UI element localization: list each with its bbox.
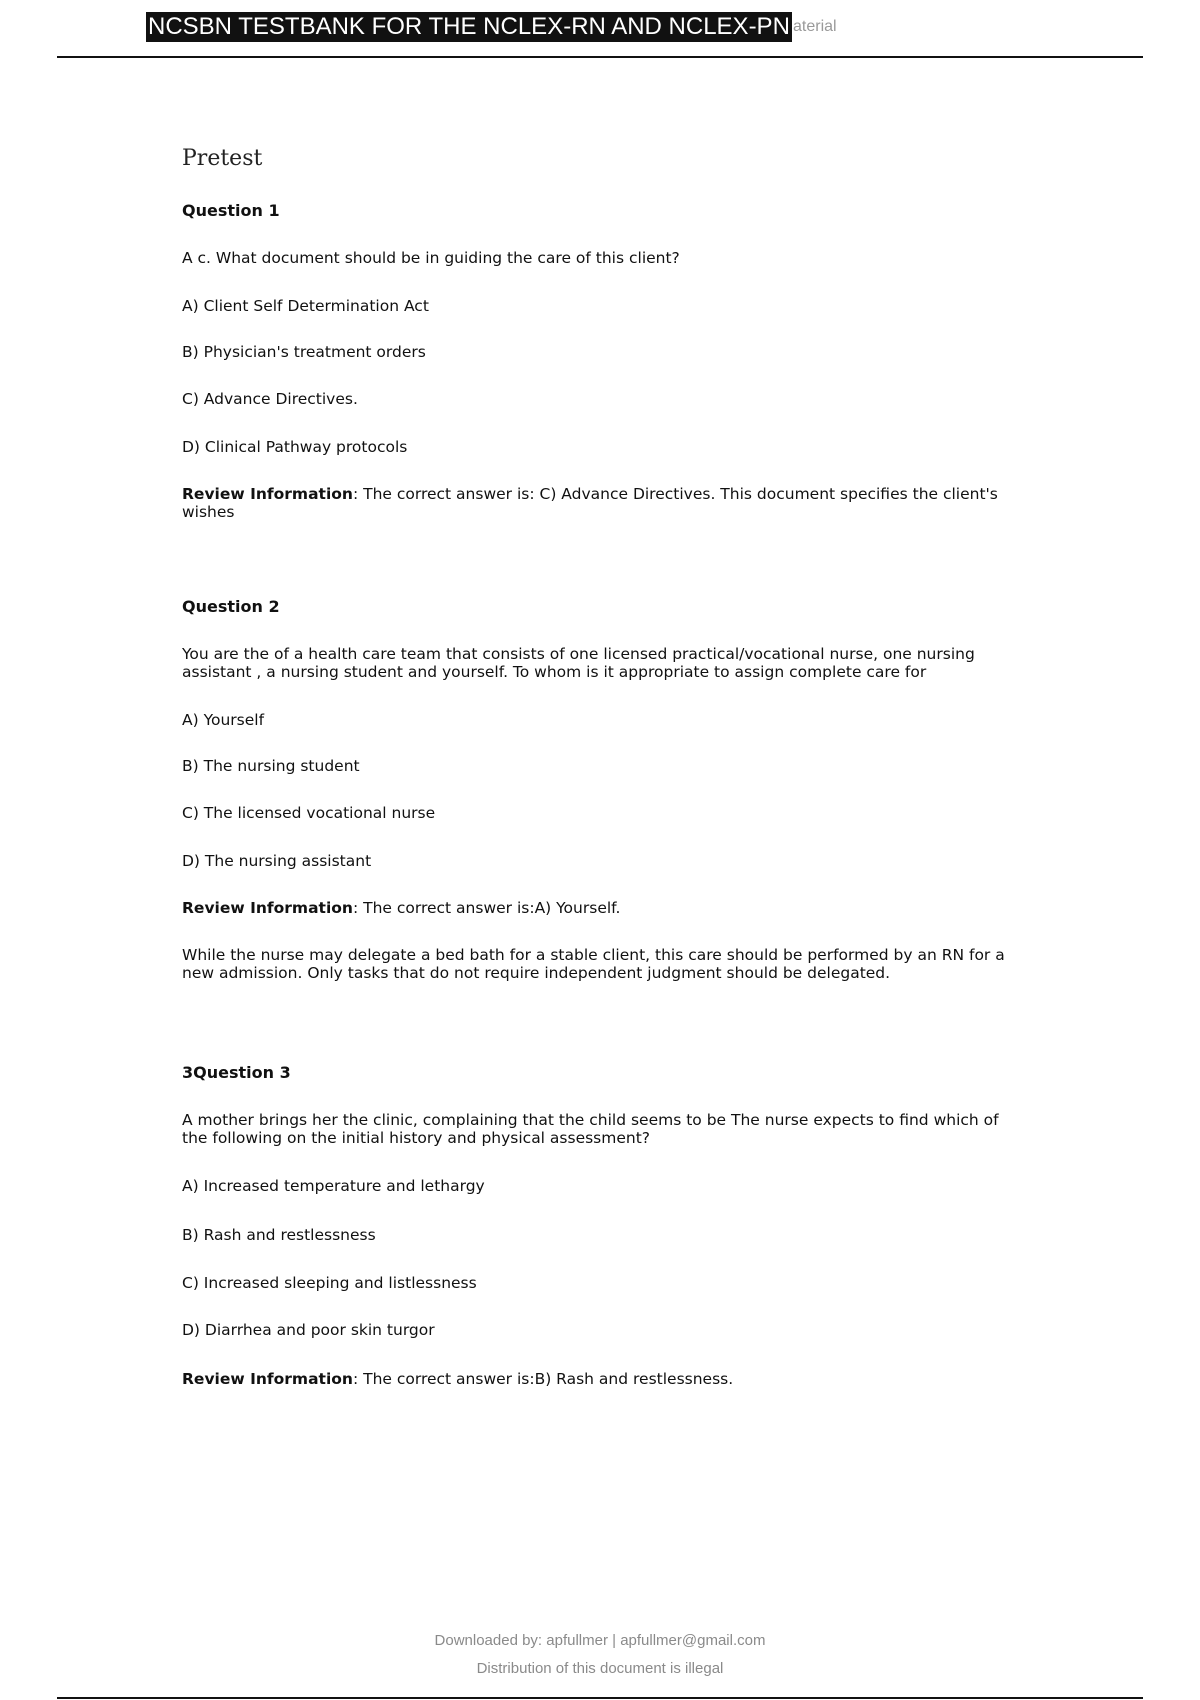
answer-option: B) Rash and restlessness	[182, 1226, 376, 1244]
review-text-continued: wishes	[182, 503, 235, 521]
footer-rule	[57, 1697, 1143, 1699]
answer-option: A) Increased temperature and lethargy	[182, 1177, 485, 1195]
answer-option: D) Clinical Pathway protocols	[182, 438, 408, 456]
page-title: Pretest	[182, 146, 263, 171]
question-heading: Question 2	[182, 597, 280, 616]
review-information	[182, 899, 1042, 917]
question-stem-continued: the following on the initial history and physical assessment?	[182, 1129, 651, 1147]
answer-option: C) The licensed vocational nurse	[182, 804, 436, 822]
question-stem: A mother brings her the clinic, complaining that the child seems to be The nurse expects to find which of	[182, 1111, 999, 1129]
review-text: : The correct answer is:B) Rash and restlessness.	[352, 1370, 734, 1388]
review-explanation: While the nurse may delegate a bed bath for a stable client, this care should be performed by an RN for a	[182, 946, 1005, 964]
question-stem-continued: assistant , a nursing student and yourself. To whom is it appropriate to assign complete care for	[182, 663, 927, 681]
question-heading: 3Question 3	[182, 1063, 291, 1082]
answer-option: D) The nursing assistant	[182, 852, 372, 870]
answer-option: D) Diarrhea and poor skin turgor	[182, 1321, 435, 1339]
question-heading: Question 1	[182, 201, 280, 220]
answer-option: A) Client Self Determination Act	[182, 297, 429, 315]
review-text: : The correct answer is: C) Advance Directives. This document specifies the client's	[352, 485, 998, 503]
answer-option: B) The nursing student	[182, 757, 360, 775]
answer-option: A) Yourself	[182, 711, 265, 729]
review-label: Review Information	[182, 485, 353, 503]
review-information	[182, 1370, 1042, 1388]
review-information	[182, 485, 1042, 503]
review-text: : The correct answer is:A) Yourself.	[352, 899, 621, 917]
review-explanation-continued: new admission. Only tasks that do not require independent judgment should be delegated.	[182, 964, 891, 982]
question-stem: You are the of a health care team that consists of one licensed practical/vocational nurse, one nursing	[182, 645, 975, 663]
header-banner: NCSBN TESTBANK FOR THE NCLEX-RN AND NCLEX-PN	[148, 13, 790, 40]
question-stem: A c. What document should be in guiding the care of this client?	[182, 249, 680, 267]
review-label: Review Information	[182, 1370, 353, 1388]
answer-option: B) Physician's treatment orders	[182, 343, 426, 361]
footer-downloaded-by: Downloaded by: apfullmer | apfullmer@gmail.com	[434, 1632, 766, 1649]
header-rule	[57, 56, 1143, 58]
answer-option: C) Increased sleeping and listlessness	[182, 1274, 477, 1292]
footer-distribution-notice: Distribution of this document is illegal	[476, 1660, 724, 1677]
page-header	[146, 12, 846, 42]
header-watermark: aterial	[793, 18, 837, 35]
answer-option: C) Advance Directives.	[182, 390, 358, 408]
review-label: Review Information	[182, 899, 353, 917]
